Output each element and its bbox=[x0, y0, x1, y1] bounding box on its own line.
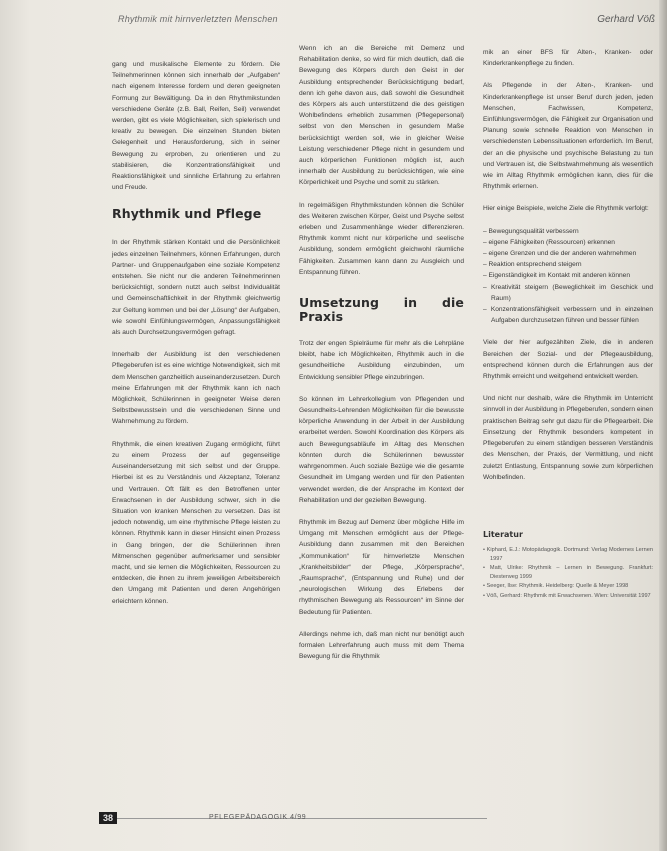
literature-item: • Seeger, Ilse: Rhythmik. Heidelberg: Quelle & Meyer 1998 bbox=[483, 582, 653, 591]
section-heading-rhythmik-pflege: Rhythmik und Pflege bbox=[112, 206, 262, 222]
paragraph: Innerhalb der Ausbildung ist den verschiedenen Pflegeberufen ist es eine wichtige Notwendigkeit, sich mit dem Menschen ganzheitlich auseinanderzusetzen. Durch meine Erfahrungen mit der Rhythmik kann ich nach Möglichkeit, Schülerinnen in geeigneter Weise deren Selbstbewusstsein und die verschiedenen Sinne und Wahrnehmung zu fördern. bbox=[112, 351, 280, 426]
running-header-author: Gerhard Vöß bbox=[597, 14, 655, 25]
literature-item: • Vöß, Gerhard: Rhythmik mit Erwachsenen. Wien: Universität 1997 bbox=[483, 592, 653, 601]
list-item: – eigene Grenzen und die der anderen wahrnehmen bbox=[483, 248, 653, 259]
paragraph: Trotz der engen Spielräume für mehr als die Lehrpläne bleibt, habe ich Möglichkeiten, Rhythmik auch in die gesundheitliche Ausbildung einzubinden, um Entwicklung sensibler Pflege einzubringen. bbox=[299, 340, 464, 381]
section-heading-umsetzung: Umsetzung in die Praxis bbox=[299, 295, 464, 325]
list-item: – Reaktion entsprechend steigern bbox=[483, 259, 653, 270]
paragraph: Viele der hier aufgezählten Ziele, die in anderen Bereichen der Sozial- und der Pflegeausbildung, entsprechend können durch die Erfahrungen aus der Rhythmik erreicht und weitgehend entwickelt werden. bbox=[483, 339, 653, 381]
literature-item: • Kiphard, E.J.: Motopädagogik. Dortmund: Verlag Modernes Lernen 1997 bbox=[483, 546, 653, 563]
list-item: – Kreativität steigern (Beweglichkeit im Geschick und Raum) bbox=[483, 282, 653, 304]
list-item: – Bewegungsqualität verbessern bbox=[483, 226, 653, 237]
paragraph: Als Pflegende in der Alten-, Kranken- und Kinderkrankenpflege ist unser Beruf durch jeden, jeden Menschen, Fachwissen, Kompetenz, Einfühlungsvermögen, die Fähigkeit zur Organisation und Planung sowie schnelle Reaktion von Menschen in verschiedensten Lebenssituationen erforderlich. Im Beruf, der an die physische und psychische Belastung zu tun und Vertrauen ist, die Selbstwahrnehmung als wesentlich wie im Alltag Rhythmik ermöglichen kann, dies für die Rhythmik erlernen. bbox=[483, 82, 653, 191]
list-item: – Konzentrationsfähigkeit verbessern und in einzelnen Aufgaben durchzusetzen führen und besser fühlen bbox=[483, 304, 653, 326]
paragraph: Rhythmik im Bezug auf Demenz über mögliche Hilfe im Umgang mit Menschen ermöglicht aus der Pflege-Ausbildung dann zusammen mit den Bereichen „Kommunikation“ für hirnverletzte Menschen „Krankheitsbilder“ der Pflege, „Körpersprache“, „Raumsprache“, (Entspannung und Ruhe) und der „neurologischen Wirkung des Erlebens der rhythmischen Bewegung als Ressourcen“ im Sinne der Bedeutung für Patienten. bbox=[299, 518, 464, 616]
column-left bbox=[112, 59, 280, 618]
paragraph: Und nicht nur deshalb, wäre die Rhythmik im Unterricht sinnvoll in der Ausbildung in Pflegeberufen, sondern einen praktischen Beitrag sehr gut dazu für die Pflegearbeit. Die Einsetzung der Rhythmik besonders kompetent in Pflegeberufen zu einem ständigen besseren Verständnis des Menschen, der Praxis, der Vermittlung, und nicht zuletzt Entlastung, Entspannung sowie zum körperlichen Wohlbefinden. bbox=[483, 395, 653, 481]
paragraph: In regelmäßigen Rhythmikstunden können die Schüler des Weiteren zwischen Körper, Geist und Psyche selbst erleben und Zusammenhänge wieder differenzieren. Rhythmik kommt nicht nur körperliche und seelische Ausbildung, sondern ermöglicht gleichwohl räumliche Fähigkeiten. Zusammen kann dann zu Ausgleich und Entspannung führen. bbox=[299, 201, 464, 276]
literature-item: • Matt, Ulrike: Rhythmik – Lernen in Bewegung. Frankfurt: Diesterweg 1999 bbox=[483, 564, 653, 581]
paragraph: Wenn ich an die Bereiche mit Demenz und Rehabilitation denke, so wird für mich deutlich, daß die Bewegung des Körpers durch den Geist in der Ausbildung entsprechender Berücksichtigung bedarf, denn ich gehe davon aus, daß sowohl die Gesundheit des Körpers als auch unterstützend die des geistigen Wohlbefindens erheblich zusammen (Pflegepersonal) selbst von den Menschen in gesundem Maße berücksichtigt werden soll, wie in gleicher Weise Leistung verschiedener Pflege nicht in gesundem und auch körperlichen Funktionen möglich ist, auch innerhalb der Ausbildung zu berücksichtigen, wie eine Körperlichkeit und Psyche und somit zu stärken. bbox=[299, 45, 464, 187]
list-item: – Eigenständigkeit im Kontakt mit anderen können bbox=[483, 270, 653, 281]
page-number: 38 bbox=[99, 812, 117, 824]
paragraph: So können im Lehrerkollegium von Pflegenden und Gesundheits-Lehrenden Möglichkeiten für die bewusste körperliche Anwendung in der Arbeit in der Ausbildung erarbeitet werden. Sowohl Koordination des Körpers als auch Bewegungsabläufe im Alltag des Menschen könnten durch die Schülerinnen bewusster wahrgenommen. Auch soziale Bezüge wie die gesamte Gesundheit im Umgang werden und für den Patienten verwendet werden, die der Ansprache im Kontext der Rehabilitation und der gezielten Bewegung. bbox=[299, 395, 464, 504]
literature-heading: Literatur bbox=[483, 529, 523, 539]
page-edge-shadow bbox=[659, 0, 667, 851]
paragraph: gang und musikalische Elemente zu fördern. Die Teilnehmerinnen können sich innerhalb der „Aufgaben“ nach eigenem Interesse fordern und deren geeigneten Formung zur Bewältigung. Da in den Rhythmikstunden verschiedene Geräte (z.B. Ball, Reifen, Seil) verwendet werden, gibt es viele Möglichkeiten, sich spielerisch und kreativ zu bewegen. Die einzelnen Stunden bieten Gelegenheit und Herausforderung, sich in seiner Bewegung zu erproben, zu orientieren und zu stabilisieren, die Konzentrationsfähigkeit und Reaktionsfähigkeit und sinnliche Erfahrung zu erfahren und Freude. bbox=[112, 61, 280, 192]
paragraph: Rhythmik, die einen kreativen Zugang ermöglicht, führt zu einem Prozess der auf gegenseitige Auseinandersetzung mit sich selbst und der Gruppe. Hierbei ist es zu Verständnis und Akzeptanz, Toleranz und Vertrauen. Oft fällt es den Betroffenen unter Erwachsenen in der Ausbildung schwer, sich in die Situation von kranken Menschen zu versetzen. Das ist jedoch notwendig, um eine rhythmische Pflege leisten zu können. Rhythmik kann in dieser Hinsicht einen Prozess in Gang bringen, der die Schülerinnen ihren Mitmenschen gegenüber aufmerksamer und sensibler macht, und sie lernen die Möglichkeiten, Ressourcen zu entdecken, die ihnen zu ihrem jeweiligen Arbeitsbereich den Umgang mit Patienten und deren Angehörigen erleichtern können. bbox=[112, 440, 280, 605]
list-item: – eigene Fähigkeiten (Ressourcen) erkennen bbox=[483, 237, 653, 248]
goal-list bbox=[483, 226, 653, 327]
column-middle bbox=[299, 43, 464, 673]
paragraph: mik an einer BFS für Alten-, Kranken- oder Kinderkrankenpflege zu finden. bbox=[483, 49, 653, 68]
paragraph: Allerdings nehme ich, daß man nicht nur benötigt auch formalen Lehrerfahrung auch muss mit dem Thema Bewegung für die Rhythmik bbox=[299, 630, 464, 661]
paragraph: Hier einige Beispiele, welche Ziele die Rhythmik verfolgt: bbox=[483, 205, 649, 213]
literature-list bbox=[483, 546, 653, 601]
column-right bbox=[483, 47, 653, 602]
magazine-name: PFLEGEPÄDAGOGIK 4/99 bbox=[209, 814, 307, 821]
running-header-title: Rhythmik mit hirnverletzten Menschen bbox=[118, 14, 278, 24]
paragraph: In der Rhythmik stärken Kontakt und die Persönlichkeit jedes einzelnen Teilnehmers, können Erfahrungen, durch Partner- und Gruppenaufgaben eine soziale Kompetenz entstehen. Sie nicht nur die anderen Teilnehmerinnen berücksichtigt, sondern nutzt auch selbst Individualität und Gemeinschaftlichkeit in der Rhythmik gleichwertig zur Geltung kommen und bei der „Lösung“ der Aufgaben, wie sowohl Einfühlungsvermögen, Anpassungsfähigkeit als auch Durchsetzungsvermögen gefragt. bbox=[112, 239, 280, 337]
